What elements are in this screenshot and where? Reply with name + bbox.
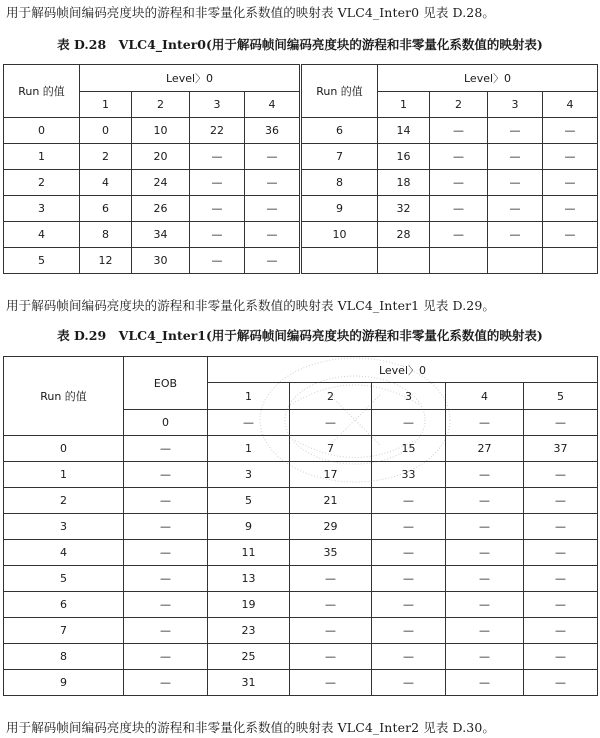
run-cell: 5 (4, 566, 124, 592)
value-cell: 2 (80, 144, 132, 170)
value-cell: — (446, 462, 524, 488)
value-cell: 20 (132, 144, 190, 170)
value-cell: — (446, 592, 524, 618)
table-d29 (3, 356, 598, 696)
value-cell: 11 (208, 540, 290, 566)
level-col-header: 2 (430, 92, 488, 118)
table-row (302, 144, 598, 170)
header-run: Run 的值 (4, 65, 80, 118)
header-level: Level〉0 (208, 357, 598, 383)
level-col-header: 5 (524, 383, 598, 410)
run-cell: 1 (4, 144, 80, 170)
run-cell: 9 (4, 670, 124, 696)
value-cell: 34 (132, 222, 190, 248)
level-col-header: 3 (372, 383, 446, 410)
value-cell: — (446, 540, 524, 566)
value-cell: — (446, 644, 524, 670)
run-cell: 3 (4, 196, 80, 222)
value-cell: 25 (208, 644, 290, 670)
value-cell: — (430, 196, 488, 222)
table-row (4, 670, 598, 696)
value-cell: — (524, 566, 598, 592)
table-row (4, 540, 598, 566)
value-cell: — (543, 144, 598, 170)
table-row (4, 488, 598, 514)
table-row (302, 170, 598, 196)
run-cell: 4 (4, 222, 80, 248)
value-cell: — (543, 222, 598, 248)
value-cell: — (245, 248, 300, 274)
value-cell: — (488, 144, 543, 170)
value-cell: — (245, 170, 300, 196)
value-cell: — (446, 566, 524, 592)
value-cell: — (488, 118, 543, 144)
value-cell: 4 (80, 170, 132, 196)
value-cell: 33 (372, 462, 446, 488)
value-cell: — (372, 670, 446, 696)
run-cell: 7 (302, 144, 378, 170)
value-cell: — (372, 514, 446, 540)
level-col-header: 2 (290, 383, 372, 410)
value-cell: 28 (378, 222, 430, 248)
value-cell: 16 (378, 144, 430, 170)
table-caption-d28: 表 D.28 VLC4_Inter0(用于解码帧间编码亮度块的游程和非零量化系数值的映射表) (57, 37, 543, 52)
value-cell: 32 (378, 196, 430, 222)
run-cell: 9 (302, 196, 378, 222)
run-cell: 5 (4, 248, 80, 274)
value-cell: — (190, 170, 245, 196)
eob-dash: — (446, 410, 524, 436)
value-cell: — (190, 196, 245, 222)
eob-cell: — (124, 488, 208, 514)
eob-cell: — (124, 618, 208, 644)
eob-dash: — (372, 410, 446, 436)
value-cell: 31 (208, 670, 290, 696)
value-cell: — (524, 592, 598, 618)
value-cell: — (430, 222, 488, 248)
run-cell: 3 (4, 514, 124, 540)
value-cell: — (245, 144, 300, 170)
run-cell: 0 (4, 118, 80, 144)
value-cell: — (372, 488, 446, 514)
value-cell: — (372, 618, 446, 644)
table-row (4, 436, 598, 462)
value-cell: 6 (80, 196, 132, 222)
run-cell: 7 (4, 618, 124, 644)
run-cell: 2 (4, 170, 80, 196)
value-cell: — (446, 670, 524, 696)
level-col-header: 1 (208, 383, 290, 410)
run-cell: 4 (4, 540, 124, 566)
value-cell: 22 (190, 118, 245, 144)
intro-paragraph-d30: 用于解码帧间编码亮度块的游程和非零量化系数值的映射表 VLC4_Inter2 见表 D.30。 (6, 720, 496, 735)
table-row (4, 196, 300, 222)
value-cell: 29 (290, 514, 372, 540)
level-col-header: 4 (446, 383, 524, 410)
table-row (4, 592, 598, 618)
value-cell: — (245, 222, 300, 248)
table-d28-right (301, 64, 598, 274)
value-cell: 23 (208, 618, 290, 644)
value-cell: 18 (378, 170, 430, 196)
value-cell: — (524, 644, 598, 670)
header-run: Run 的值 (302, 65, 378, 118)
value-cell: 3 (208, 462, 290, 488)
value-cell: — (488, 196, 543, 222)
table-row (4, 222, 300, 248)
value-cell: 5 (208, 488, 290, 514)
intro-paragraph-d29: 用于解码帧间编码亮度块的游程和非零量化系数值的映射表 VLC4_Inter1 见表 D.29。 (6, 298, 496, 313)
header-level: Level〉0 (378, 65, 598, 92)
value-cell: 15 (372, 436, 446, 462)
header-run: Run 的值 (4, 357, 124, 436)
value-cell: 21 (290, 488, 372, 514)
eob-cell: — (124, 566, 208, 592)
value-cell: — (430, 170, 488, 196)
table-row (4, 118, 300, 144)
level-col-header: 1 (80, 92, 132, 118)
value-cell: — (372, 566, 446, 592)
eob-cell: — (124, 644, 208, 670)
run-cell: 0 (4, 436, 124, 462)
table-row (4, 144, 300, 170)
value-cell: — (372, 644, 446, 670)
value-cell: — (190, 222, 245, 248)
value-cell: 7 (290, 436, 372, 462)
table-row (4, 248, 300, 274)
value-cell: — (190, 248, 245, 274)
value-cell: — (524, 488, 598, 514)
eob-cell: — (124, 436, 208, 462)
value-cell: 12 (80, 248, 132, 274)
value-cell: — (446, 514, 524, 540)
run-cell: 6 (302, 118, 378, 144)
value-cell: — (524, 462, 598, 488)
level-col-header: 3 (190, 92, 245, 118)
header-eob: EOB (124, 357, 208, 410)
value-cell: — (290, 644, 372, 670)
eob-dash: — (290, 410, 372, 436)
value-cell: 1 (208, 436, 290, 462)
table-row (4, 644, 598, 670)
value-cell: — (372, 540, 446, 566)
eob-cell: — (124, 670, 208, 696)
table-row (302, 118, 598, 144)
table-d28-left (3, 64, 300, 274)
value-cell: 8 (80, 222, 132, 248)
table-row (4, 462, 598, 488)
table-row-empty (302, 248, 598, 274)
value-cell: — (543, 196, 598, 222)
value-cell: 36 (245, 118, 300, 144)
value-cell: 9 (208, 514, 290, 540)
table-row (4, 170, 300, 196)
value-cell: 17 (290, 462, 372, 488)
run-cell: 2 (4, 488, 124, 514)
value-cell: — (430, 144, 488, 170)
value-cell: — (524, 670, 598, 696)
value-cell: — (524, 540, 598, 566)
intro-paragraph-d28: 用于解码帧间编码亮度块的游程和非零量化系数值的映射表 VLC4_Inter0 见表 D.28。 (6, 5, 496, 20)
value-cell: — (372, 592, 446, 618)
table-row (302, 196, 598, 222)
eob-value: 0 (124, 410, 208, 436)
value-cell: 24 (132, 170, 190, 196)
table-row (302, 222, 598, 248)
run-cell: 6 (4, 592, 124, 618)
header-level: Level〉0 (80, 65, 300, 92)
value-cell: 26 (132, 196, 190, 222)
value-cell: — (524, 618, 598, 644)
eob-dash: — (524, 410, 598, 436)
value-cell: — (543, 118, 598, 144)
level-col-header: 3 (488, 92, 543, 118)
eob-dash: — (208, 410, 290, 436)
value-cell: — (543, 170, 598, 196)
value-cell: — (290, 592, 372, 618)
level-col-header: 4 (245, 92, 300, 118)
table-row (4, 514, 598, 540)
value-cell: 10 (132, 118, 190, 144)
value-cell: 37 (524, 436, 598, 462)
value-cell: — (190, 144, 245, 170)
value-cell: 0 (80, 118, 132, 144)
eob-cell: — (124, 514, 208, 540)
value-cell: 30 (132, 248, 190, 274)
eob-cell: — (124, 540, 208, 566)
value-cell: — (488, 170, 543, 196)
value-cell: — (488, 222, 543, 248)
value-cell: — (245, 196, 300, 222)
value-cell: — (290, 618, 372, 644)
table-row (4, 566, 598, 592)
value-cell: 13 (208, 566, 290, 592)
table-row (4, 618, 598, 644)
run-cell: 8 (4, 644, 124, 670)
value-cell: — (446, 618, 524, 644)
value-cell: — (524, 514, 598, 540)
level-col-header: 2 (132, 92, 190, 118)
value-cell: — (290, 566, 372, 592)
run-cell: 1 (4, 462, 124, 488)
value-cell: — (446, 488, 524, 514)
table-caption-d29: 表 D.29 VLC4_Inter1(用于解码帧间编码亮度块的游程和非零量化系数值的映射表) (57, 328, 543, 343)
eob-cell: — (124, 462, 208, 488)
value-cell: 19 (208, 592, 290, 618)
value-cell: 14 (378, 118, 430, 144)
value-cell: 27 (446, 436, 524, 462)
level-col-header: 1 (378, 92, 430, 118)
level-col-header: 4 (543, 92, 598, 118)
run-cell: 8 (302, 170, 378, 196)
run-cell: 10 (302, 222, 378, 248)
value-cell: — (430, 118, 488, 144)
value-cell: — (290, 670, 372, 696)
value-cell: 35 (290, 540, 372, 566)
eob-cell: — (124, 592, 208, 618)
